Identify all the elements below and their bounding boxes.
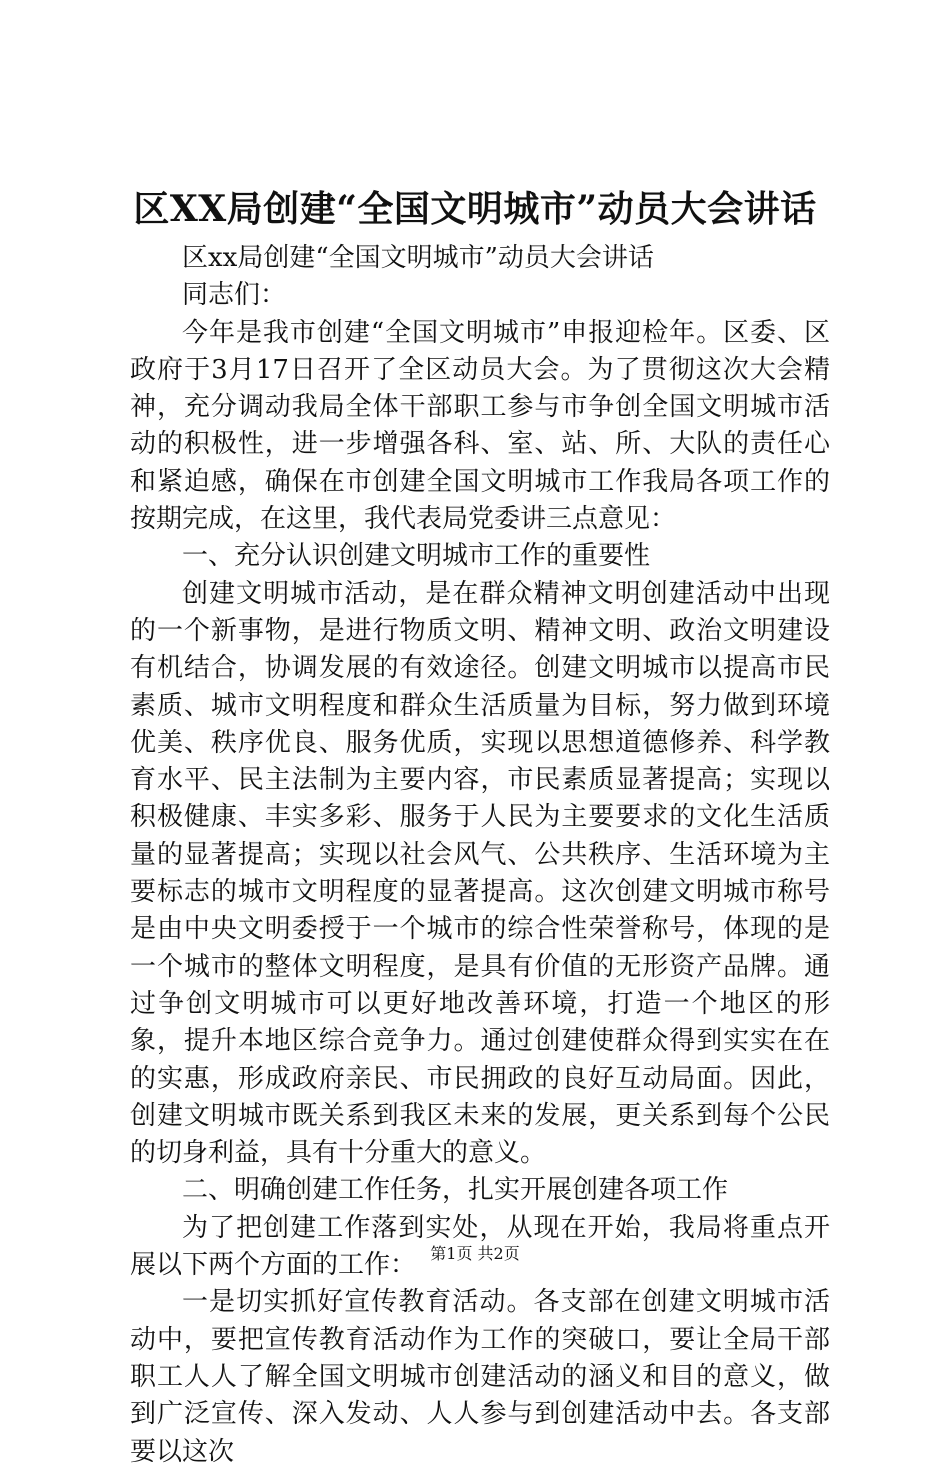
section-heading-2: 二、明确创建工作任务，扎实开展创建各项工作 [182,1175,729,1206]
page-number-footer: 第1页 共2页 [430,1244,520,1263]
section-2-intro-paragraph: 为了把创建工作落到实处，从现在开始，我局将重点开展以下两个方面的工作： [130,1212,830,1281]
subtitle-paragraph: 区xx局创建“全国文明城市”动员大会讲话 [182,243,654,273]
document-title: 区XX局创建“全国文明城市”动员大会讲话 [133,188,817,230]
intro-paragraph: 今年是我市创建“全国文明城市”申报迎检年。区委、区政府于3月17日召开了全区动员大会。为了贯彻这次大会精神，充分调动我局全体干部职工参与市争创全国文明城市活动的积极性，进一步增强各科、室、站、所、大队的责任心和紧迫感，确保在市创建全国文明城市工作我局各项工作的按期完成，在这里，我代表局党委讲三点意见： [130,317,830,535]
section-1-paragraph: 创建文明城市活动，是在群众精神文明创建活动中出现的一个新事物，是进行物质文明、精神文明、政治文明建设有机结合，协调发展的有效途径。创建文明城市以提高市民素质、城市文明程度和群众生活质量为目标，努力做到环境优美、秩序优良、服务优质，实现以思想道德修养、科学教育水平、民主法制为主要内容，市民素质显著提高；实现以积极健康、丰实多彩、服务于人民为主要要求的文化生活质量的显著提高；实现以社会风气、公共秩序、生活环境为主要标志的城市文明程度的显著提高。这次创建文明城市称号是由中央文明委授于一个城市的综合性荣誉称号，体现的是一个城市的整体文明程度，是具有价值的无形资产品牌。通过争创文明城市可以更好地改善环境，打造一个地区的形象，提升本地区综合竞争力。通过创建使群众得到实实在在的实惠，形成政府亲民、市民拥政的良好互动局面。因此，创建文明城市既关系到我区未来的发展，更关系到每个公民的切身利益，具有十分重大的意义。 [130,578,830,1169]
salutation-paragraph: 同志们： [182,280,287,311]
section-2-item-1-paragraph: 一是切实抓好宣传教育活动。各支部在创建文明城市活动中，要把宣传教育活动作为工作的突破口，要让全局干部职工人人了解全国文明城市创建活动的涵义和目的意义，做到广泛宣传、深入发动、人人参与到创建活动中去。各支部要以这次 [130,1287,830,1467]
section-heading-1: 一、充分认识创建文明城市工作的重要性 [182,541,651,572]
document-body [130,240,830,1471]
